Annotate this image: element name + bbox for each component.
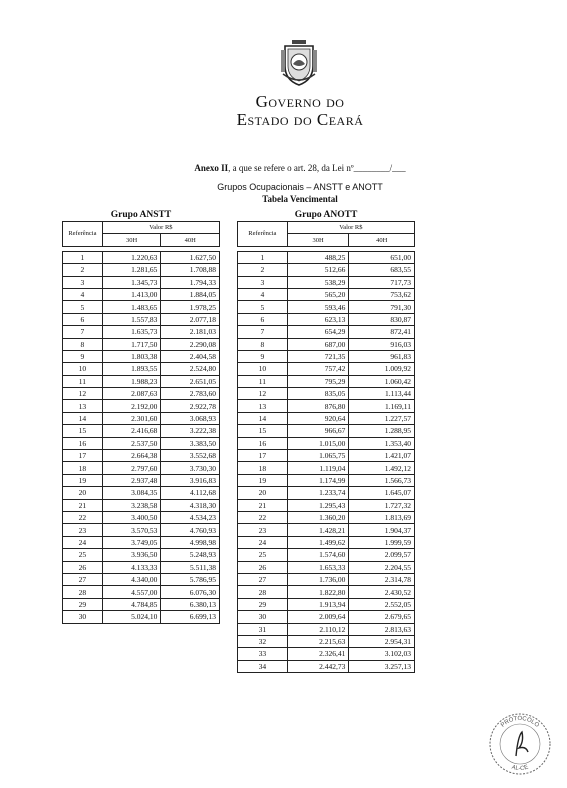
- anott-value-30h-cell: 1.913,94: [287, 598, 349, 610]
- anott-value-30h-cell: 1.499,62: [287, 536, 349, 548]
- anott-value-30h-cell: 2.442,73: [287, 660, 349, 672]
- anstt-value-30h-cell: 4.784,85: [102, 598, 161, 610]
- anott-group-title: Grupo ANOTT: [294, 210, 358, 220]
- anstt-table-row: [63, 301, 220, 313]
- anott-value-40h-cell: 717,73: [349, 276, 415, 288]
- anstt-ref-cell: 14: [63, 412, 103, 424]
- anott-value-30h-cell: 1.574,60: [287, 549, 349, 561]
- anott-value-30h-cell: 654,29: [287, 326, 349, 338]
- anstt-value-40h-cell: 4.534,23: [161, 511, 220, 523]
- anott-value-30h-cell: 795,29: [287, 375, 349, 387]
- anott-value-40h-cell: 1.492,12: [349, 462, 415, 474]
- anott-table-row: [238, 586, 415, 598]
- anstt-table-row: [63, 425, 220, 437]
- anott-ref-cell: 25: [238, 549, 288, 561]
- anott-value-40h-cell: 830,87: [349, 313, 415, 325]
- anott-ref-cell: 10: [238, 363, 288, 375]
- anstt-30h-header: 30H: [102, 234, 161, 246]
- anstt-value-30h-cell: 1.281,65: [102, 264, 161, 276]
- anstt-ref-cell: 4: [63, 288, 103, 300]
- anstt-ref-cell: 6: [63, 313, 103, 325]
- anott-ref-cell: 24: [238, 536, 288, 548]
- anstt-value-40h-cell: 3.730,30: [161, 462, 220, 474]
- anott-ref-cell: 9: [238, 350, 288, 362]
- anott-value-30h-cell: 623,13: [287, 313, 349, 325]
- anstt-value-40h-cell: 1.884,05: [161, 288, 220, 300]
- anstt-ref-cell: 25: [63, 549, 103, 561]
- anstt-ref-cell: 1: [63, 251, 103, 263]
- anott-ref-cell: 30: [238, 611, 288, 623]
- anstt-ref-cell: 5: [63, 301, 103, 313]
- anott-value-40h-cell: 872,41: [349, 326, 415, 338]
- anstt-value-30h-cell: 1.803,38: [102, 350, 161, 362]
- anott-value-40h-cell: 3.257,13: [349, 660, 415, 672]
- anstt-table-row: [63, 388, 220, 400]
- anstt-value-30h-cell: 3.749,05: [102, 536, 161, 548]
- anstt-table-row: [63, 350, 220, 362]
- anstt-ref-cell: 9: [63, 350, 103, 362]
- annex-rest: , a que se refere o art. 28, da Lei nº________/___: [228, 163, 406, 173]
- anstt-value-40h-cell: 2.651,05: [161, 375, 220, 387]
- anstt-value-40h-cell: 2.404,58: [161, 350, 220, 362]
- anott-table-row: [238, 425, 415, 437]
- anstt-value-40h-cell: 3.916,83: [161, 474, 220, 486]
- anott-ref-cell: 20: [238, 487, 288, 499]
- anott-ref-cell: 7: [238, 326, 288, 338]
- anstt-value-30h-cell: 2.192,00: [102, 400, 161, 412]
- anott-value-40h-cell: 1.288,95: [349, 425, 415, 437]
- anott-value-40h-cell: 1.009,92: [349, 363, 415, 375]
- anott-ref-cell: 31: [238, 623, 288, 635]
- anott-value-40h-cell: 1.353,40: [349, 437, 415, 449]
- header-line1: Governo do: [255, 92, 345, 111]
- anott-value-30h-cell: 1.822,80: [287, 586, 349, 598]
- anott-value-40h-cell: 1.999,59: [349, 536, 415, 548]
- annex-label: Anexo II: [194, 163, 229, 173]
- anott-value-30h-cell: 2.110,12: [287, 623, 349, 635]
- anstt-value-30h-cell: 1.717,50: [102, 338, 161, 350]
- anott-value-30h-cell: 1.736,00: [287, 573, 349, 585]
- anott-table-body: [238, 251, 415, 672]
- anstt-ref-cell: 19: [63, 474, 103, 486]
- anstt-value-30h-cell: 1.893,55: [102, 363, 161, 375]
- anott-ref-cell: 16: [238, 437, 288, 449]
- anott-value-30h-cell: 565,20: [287, 288, 349, 300]
- anott-table-row: [238, 388, 415, 400]
- anott-table-row: [238, 648, 415, 660]
- anott-ref-cell: 12: [238, 388, 288, 400]
- anott-table-row: [238, 536, 415, 548]
- anott-value-30h-cell: 1.065,75: [287, 450, 349, 462]
- anott-ref-cell: 27: [238, 573, 288, 585]
- anstt-table-row: [63, 288, 220, 300]
- anstt-value-30h-cell: 2.416,68: [102, 425, 161, 437]
- anstt-ref-cell: 21: [63, 499, 103, 511]
- anstt-value-40h-cell: 4.318,30: [161, 499, 220, 511]
- anott-ref-header: Referência: [238, 222, 288, 247]
- anott-ref-cell: 15: [238, 425, 288, 437]
- anott-value-40h-cell: 2.552,05: [349, 598, 415, 610]
- table-title: Tabela Vencimental: [262, 194, 338, 204]
- anstt-value-30h-cell: 4.557,00: [102, 586, 161, 598]
- anott-table-row: [238, 437, 415, 449]
- anott-value-40h-cell: 2.314,78: [349, 573, 415, 585]
- anstt-value-40h-cell: 6.076,30: [161, 586, 220, 598]
- anott-value-40h-cell: 2.954,31: [349, 635, 415, 647]
- anstt-table-row: [63, 511, 220, 523]
- anstt-value-30h-cell: 4.133,33: [102, 561, 161, 573]
- anott-value-40h-cell: 1.421,07: [349, 450, 415, 462]
- anstt-table-row: [63, 487, 220, 499]
- anott-table-row: [238, 611, 415, 623]
- state-coat-of-arms-icon: [277, 40, 321, 86]
- anott-ref-cell: 19: [238, 474, 288, 486]
- anstt-table-row: [63, 561, 220, 573]
- anott-30h-header: 30H: [287, 234, 349, 246]
- anott-table-row: [238, 264, 415, 276]
- anstt-ref-cell: 23: [63, 524, 103, 536]
- anstt-value-30h-cell: 3.570,53: [102, 524, 161, 536]
- anstt-value-40h-cell: 1.708,88: [161, 264, 220, 276]
- anott-value-30h-cell: 757,42: [287, 363, 349, 375]
- anott-value-30h-cell: 1.653,33: [287, 561, 349, 573]
- anott-value-30h-cell: 1.119,04: [287, 462, 349, 474]
- anstt-table-row: [63, 338, 220, 350]
- anstt-value-40h-cell: 2.290,08: [161, 338, 220, 350]
- anstt-value-40h-cell: 1.794,33: [161, 276, 220, 288]
- anott-table-row: [238, 251, 415, 263]
- anstt-value-30h-cell: 2.087,63: [102, 388, 161, 400]
- anott-value-40h-cell: 1.169,11: [349, 400, 415, 412]
- anstt-value-header: Valor R$: [102, 222, 219, 234]
- anstt-table-row: [63, 549, 220, 561]
- anott-value-40h-cell: 1.060,42: [349, 375, 415, 387]
- anott-40h-header: 40H: [349, 234, 415, 246]
- anott-ref-cell: 29: [238, 598, 288, 610]
- anott-value-30h-cell: 1.360,20: [287, 511, 349, 523]
- anott-table-row: [238, 412, 415, 424]
- anott-ref-cell: 17: [238, 450, 288, 462]
- anott-value-40h-cell: 1.566,73: [349, 474, 415, 486]
- anstt-ref-cell: 30: [63, 611, 103, 623]
- anstt-value-30h-cell: 1.635,73: [102, 326, 161, 338]
- anott-table-row: [238, 375, 415, 387]
- anott-table-row: [238, 462, 415, 474]
- anott-value-30h-cell: 2.215,63: [287, 635, 349, 647]
- anstt-value-40h-cell: 1.978,25: [161, 301, 220, 313]
- anott-table-row: [238, 301, 415, 313]
- anott-value-40h-cell: 2.204,55: [349, 561, 415, 573]
- anott-table-row: [238, 623, 415, 635]
- anstt-value-30h-cell: 3.400,50: [102, 511, 161, 523]
- anott-value-40h-cell: 1.645,07: [349, 487, 415, 499]
- anstt-ref-cell: 3: [63, 276, 103, 288]
- anstt-value-30h-cell: 1.988,23: [102, 375, 161, 387]
- anott-value-30h-cell: 538,29: [287, 276, 349, 288]
- anott-value-30h-cell: 2.009,64: [287, 611, 349, 623]
- anott-ref-cell: 28: [238, 586, 288, 598]
- anstt-ref-cell: 10: [63, 363, 103, 375]
- anstt-value-30h-cell: 5.024,10: [102, 611, 161, 623]
- anott-table-row: [238, 598, 415, 610]
- anstt-value-30h-cell: 1.413,00: [102, 288, 161, 300]
- anstt-ref-cell: 28: [63, 586, 103, 598]
- anott-ref-cell: 2: [238, 264, 288, 276]
- anott-table-row: [238, 338, 415, 350]
- anott-value-40h-cell: 1.904,37: [349, 524, 415, 536]
- anott-value-30h-cell: 1.174,99: [287, 474, 349, 486]
- anott-table-row: [238, 524, 415, 536]
- anstt-salary-table: [62, 221, 220, 624]
- anstt-value-40h-cell: 5.511,38: [161, 561, 220, 573]
- anstt-value-40h-cell: 3.068,93: [161, 412, 220, 424]
- anott-table-row: [238, 549, 415, 561]
- anott-value-30h-cell: 835,05: [287, 388, 349, 400]
- anott-ref-cell: 26: [238, 561, 288, 573]
- anott-value-40h-cell: 2.430,52: [349, 586, 415, 598]
- anott-value-30h-cell: 1.295,43: [287, 499, 349, 511]
- anott-ref-cell: 11: [238, 375, 288, 387]
- anstt-ref-cell: 7: [63, 326, 103, 338]
- anott-table-row: [238, 400, 415, 412]
- anott-ref-cell: 3: [238, 276, 288, 288]
- anstt-ref-cell: 29: [63, 598, 103, 610]
- anstt-value-40h-cell: 5.786,95: [161, 573, 220, 585]
- anstt-ref-cell: 26: [63, 561, 103, 573]
- anstt-table-row: [63, 375, 220, 387]
- anott-table-row: [238, 450, 415, 462]
- anstt-table-row: [63, 326, 220, 338]
- anott-ref-cell: 8: [238, 338, 288, 350]
- anstt-ref-cell: 16: [63, 437, 103, 449]
- anott-ref-cell: 22: [238, 511, 288, 523]
- anstt-40h-header: 40H: [161, 234, 220, 246]
- anstt-table-body: [63, 251, 220, 623]
- anott-table-row: [238, 487, 415, 499]
- anstt-value-40h-cell: 3.552,68: [161, 450, 220, 462]
- anott-value-40h-cell: 961,83: [349, 350, 415, 362]
- anott-value-40h-cell: 651,00: [349, 251, 415, 263]
- anstt-table-row: [63, 499, 220, 511]
- anstt-table-row: [63, 474, 220, 486]
- anstt-ref-cell: 18: [63, 462, 103, 474]
- anott-value-30h-cell: 876,80: [287, 400, 349, 412]
- anstt-value-40h-cell: 4.760,93: [161, 524, 220, 536]
- anstt-value-30h-cell: 1.345,73: [102, 276, 161, 288]
- anstt-value-30h-cell: 1.557,83: [102, 313, 161, 325]
- anstt-ref-header: Referência: [63, 222, 103, 247]
- anott-value-40h-cell: 1.227,57: [349, 412, 415, 424]
- anott-ref-cell: 21: [238, 499, 288, 511]
- header-line2: Estado do Ceará: [236, 110, 364, 129]
- anstt-value-40h-cell: 1.627,50: [161, 251, 220, 263]
- anott-table-row: [238, 313, 415, 325]
- anstt-ref-cell: 2: [63, 264, 103, 276]
- anott-salary-table: [237, 221, 415, 673]
- anott-value-30h-cell: 488,25: [287, 251, 349, 263]
- anott-value-40h-cell: 1.113,44: [349, 388, 415, 400]
- anstt-value-40h-cell: 4.998,98: [161, 536, 220, 548]
- anstt-ref-cell: 12: [63, 388, 103, 400]
- anott-ref-cell: 14: [238, 412, 288, 424]
- anott-ref-cell: 34: [238, 660, 288, 672]
- anstt-table-row: [63, 586, 220, 598]
- anott-ref-cell: 4: [238, 288, 288, 300]
- anstt-table-row: [63, 450, 220, 462]
- anstt-value-40h-cell: 3.222,38: [161, 425, 220, 437]
- anstt-value-40h-cell: 2.783,60: [161, 388, 220, 400]
- anstt-ref-cell: 13: [63, 400, 103, 412]
- anott-ref-cell: 13: [238, 400, 288, 412]
- anott-value-40h-cell: 2.679,65: [349, 611, 415, 623]
- anstt-table-row: [63, 251, 220, 263]
- anott-value-30h-cell: 721,35: [287, 350, 349, 362]
- anstt-table-row: [63, 400, 220, 412]
- anott-table-row: [238, 350, 415, 362]
- anott-value-30h-cell: 1.428,21: [287, 524, 349, 536]
- anstt-value-30h-cell: 2.937,48: [102, 474, 161, 486]
- anstt-table-row: [63, 437, 220, 449]
- anott-value-40h-cell: 2.099,57: [349, 549, 415, 561]
- anstt-value-30h-cell: 1.220,63: [102, 251, 161, 263]
- anott-table-row: [238, 363, 415, 375]
- anstt-ref-cell: 11: [63, 375, 103, 387]
- anott-value-40h-cell: 3.102,03: [349, 648, 415, 660]
- anstt-value-30h-cell: 2.797,60: [102, 462, 161, 474]
- anstt-ref-cell: 27: [63, 573, 103, 585]
- anott-value-40h-cell: 1.813,69: [349, 511, 415, 523]
- anott-table-row: [238, 499, 415, 511]
- anott-value-30h-cell: 512,66: [287, 264, 349, 276]
- anott-ref-cell: 32: [238, 635, 288, 647]
- anott-table-row: [238, 326, 415, 338]
- anstt-table-row: [63, 611, 220, 623]
- anstt-value-40h-cell: 2.077,18: [161, 313, 220, 325]
- anstt-value-30h-cell: 2.664,38: [102, 450, 161, 462]
- anott-value-40h-cell: 753,62: [349, 288, 415, 300]
- anstt-value-40h-cell: 6.699,13: [161, 611, 220, 623]
- anstt-value-30h-cell: 3.936,50: [102, 549, 161, 561]
- anott-value-30h-cell: 966,67: [287, 425, 349, 437]
- anstt-value-30h-cell: 1.483,65: [102, 301, 161, 313]
- anott-table-row: [238, 660, 415, 672]
- anstt-ref-cell: 22: [63, 511, 103, 523]
- annex-reference: [140, 163, 460, 173]
- anstt-table-row: [63, 412, 220, 424]
- anstt-ref-cell: 24: [63, 536, 103, 548]
- anstt-ref-cell: 8: [63, 338, 103, 350]
- anstt-value-40h-cell: 2.922,78: [161, 400, 220, 412]
- anstt-value-40h-cell: 3.383,50: [161, 437, 220, 449]
- anott-value-40h-cell: 791,30: [349, 301, 415, 313]
- anstt-ref-cell: 15: [63, 425, 103, 437]
- anott-table-row: [238, 573, 415, 585]
- anott-value-30h-cell: 920,64: [287, 412, 349, 424]
- anott-ref-cell: 1: [238, 251, 288, 263]
- protocol-stamp-icon: [488, 712, 552, 776]
- stamp-bottom-text: AL-CE: [510, 764, 530, 773]
- anstt-value-30h-cell: 2.537,50: [102, 437, 161, 449]
- anott-table-row: [238, 635, 415, 647]
- anott-value-30h-cell: 1.233,74: [287, 487, 349, 499]
- anstt-value-40h-cell: 4.112,68: [161, 487, 220, 499]
- anott-value-30h-cell: 2.326,41: [287, 648, 349, 660]
- anott-value-40h-cell: 2.813,63: [349, 623, 415, 635]
- anstt-value-30h-cell: 4.340,00: [102, 573, 161, 585]
- anstt-value-40h-cell: 2.181,03: [161, 326, 220, 338]
- anott-value-40h-cell: 916,03: [349, 338, 415, 350]
- anott-ref-cell: 33: [238, 648, 288, 660]
- anstt-value-40h-cell: 6.380,13: [161, 598, 220, 610]
- anott-value-40h-cell: 683,55: [349, 264, 415, 276]
- anstt-value-40h-cell: 2.524,80: [161, 363, 220, 375]
- anott-table-row: [238, 474, 415, 486]
- anstt-table-row: [63, 598, 220, 610]
- anstt-table-row: [63, 536, 220, 548]
- anstt-value-30h-cell: 3.084,35: [102, 487, 161, 499]
- anott-value-30h-cell: 1.015,00: [287, 437, 349, 449]
- anott-value-30h-cell: 687,00: [287, 338, 349, 350]
- anstt-table-row: [63, 462, 220, 474]
- groups-subtitle: Grupos Ocupacionais – ANSTT e ANOTT: [217, 182, 383, 192]
- anstt-table-row: [63, 573, 220, 585]
- anstt-value-30h-cell: 2.301,60: [102, 412, 161, 424]
- anott-value-header: Valor R$: [287, 222, 414, 234]
- anstt-value-40h-cell: 5.248,93: [161, 549, 220, 561]
- anott-ref-cell: 5: [238, 301, 288, 313]
- anstt-value-30h-cell: 3.238,58: [102, 499, 161, 511]
- stamp-top-text: PROTOCOLO: [500, 715, 540, 729]
- anott-value-40h-cell: 1.727,32: [349, 499, 415, 511]
- anstt-group-title: Grupo ANSTT: [110, 210, 172, 220]
- anott-table-row: [238, 288, 415, 300]
- anstt-ref-cell: 20: [63, 487, 103, 499]
- anstt-ref-cell: 17: [63, 450, 103, 462]
- anstt-table-row: [63, 276, 220, 288]
- anott-ref-cell: 6: [238, 313, 288, 325]
- anott-value-30h-cell: 593,46: [287, 301, 349, 313]
- anstt-table-row: [63, 264, 220, 276]
- svg-text:AL-CE: [511, 765, 529, 773]
- anott-table-row: [238, 561, 415, 573]
- anstt-table-row: [63, 524, 220, 536]
- anstt-table-row: [63, 363, 220, 375]
- anott-table-row: [238, 511, 415, 523]
- anott-ref-cell: 18: [238, 462, 288, 474]
- anott-table-row: [238, 276, 415, 288]
- anott-ref-cell: 23: [238, 524, 288, 536]
- anstt-table-row: [63, 313, 220, 325]
